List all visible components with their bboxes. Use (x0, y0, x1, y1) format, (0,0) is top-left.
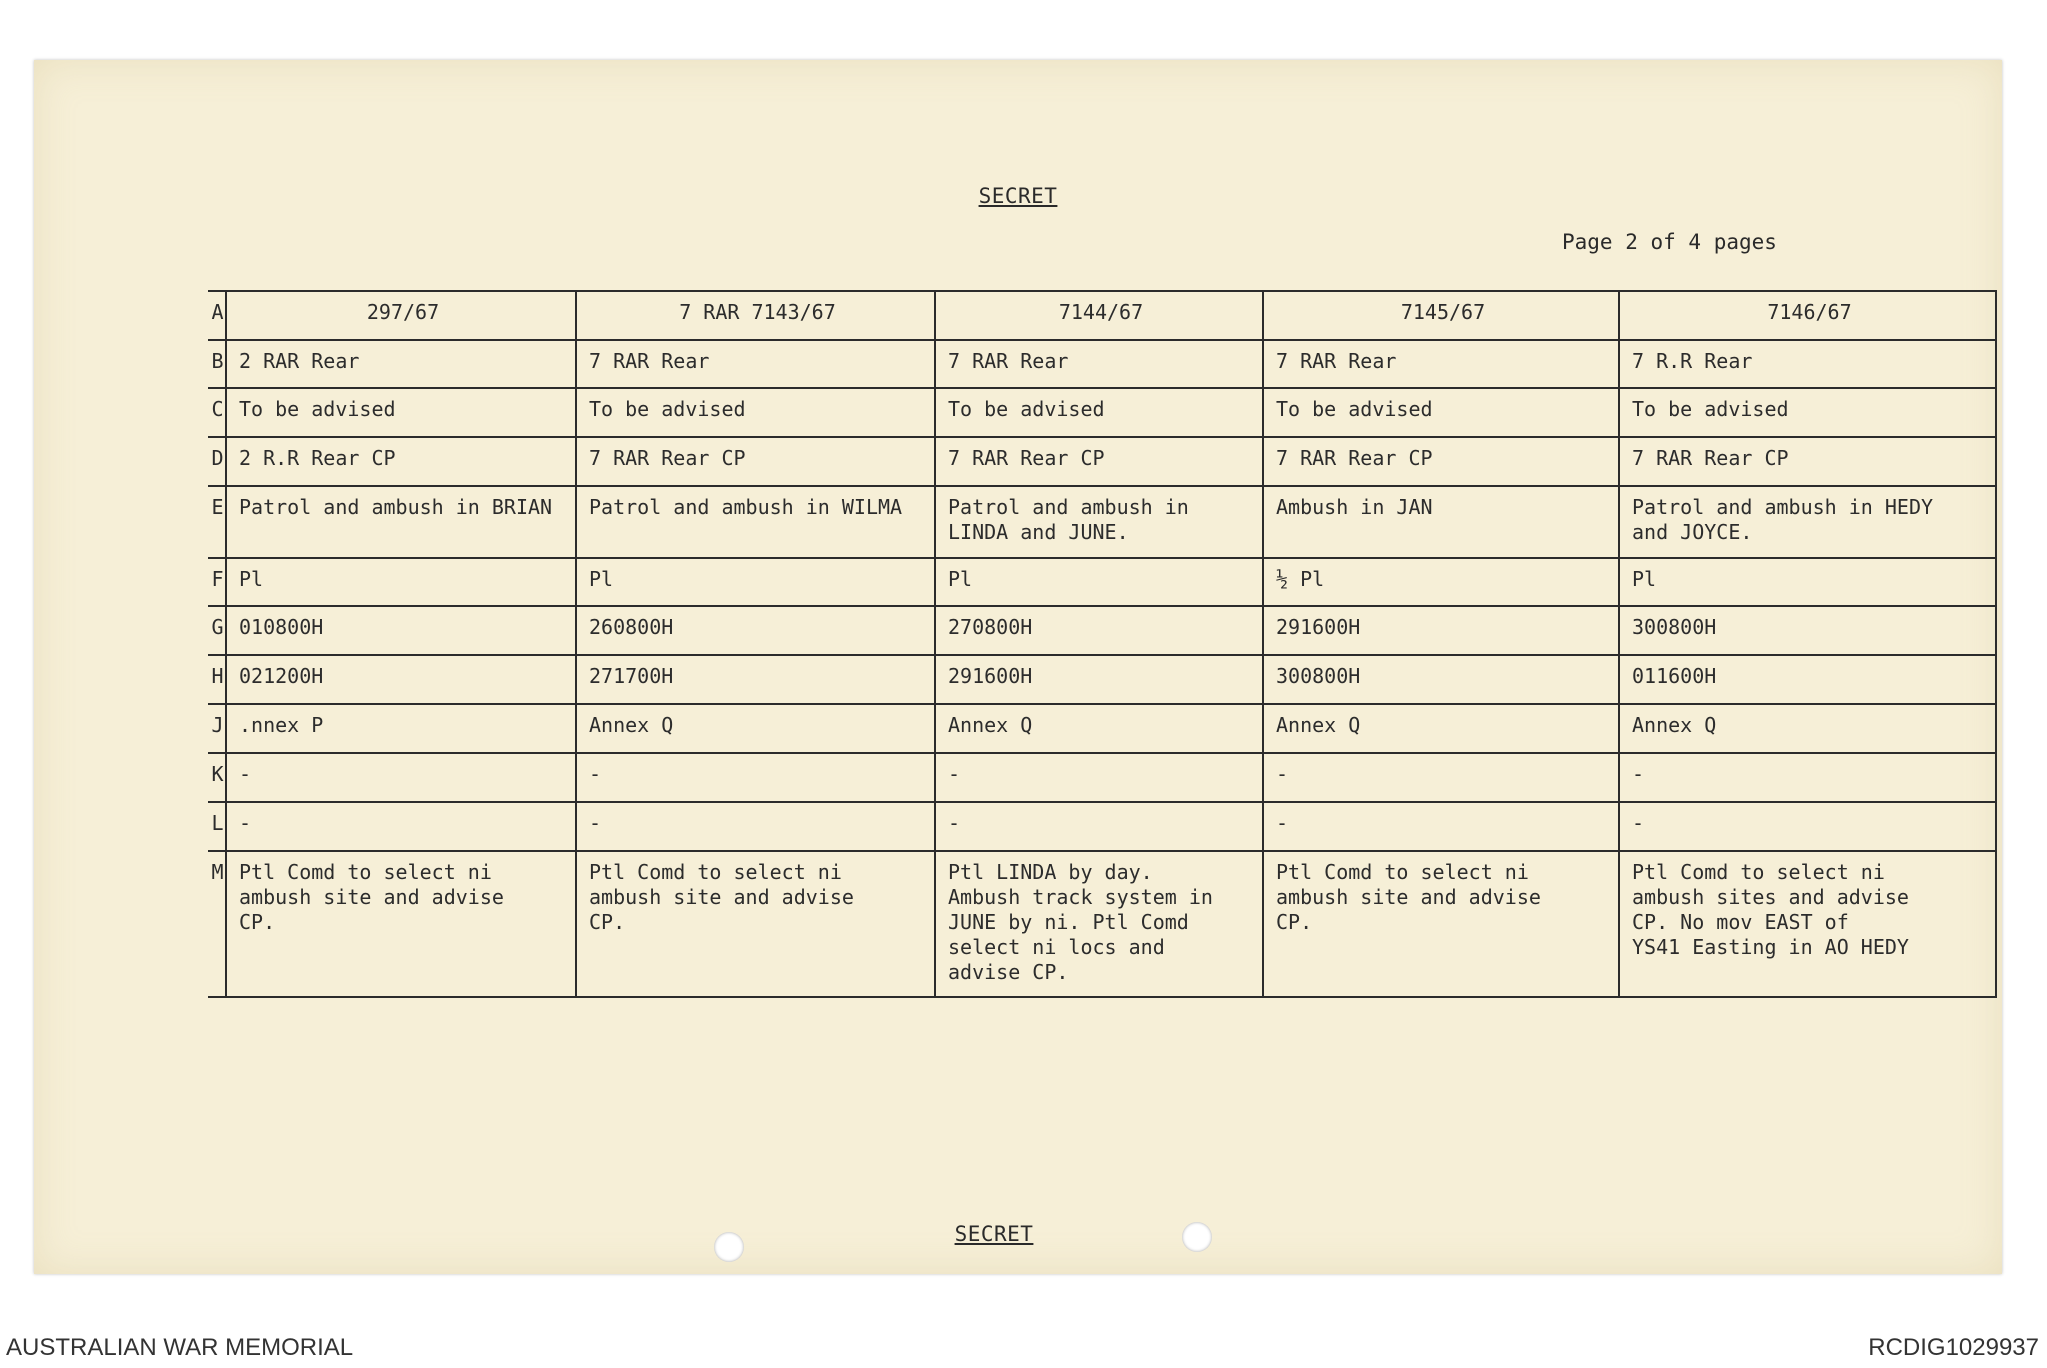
table-cell: 297/67 (226, 291, 576, 340)
archive-id: RCDIG1029937 (1868, 1334, 2039, 1361)
table-cell: 7 RAR Rear CP (576, 437, 935, 486)
table-cell: Annex Q (1619, 704, 1996, 753)
table-cell: Ptl Comd to select ni ambush site and advise CP. (576, 851, 935, 997)
table-row (208, 753, 1996, 802)
table-cell: - (935, 753, 1263, 802)
table-cell: - (226, 802, 576, 851)
row-label: H (208, 655, 226, 704)
table-cell: 021200H (226, 655, 576, 704)
table-cell: Patrol and ambush in BRIAN (226, 486, 576, 558)
row-label: E (208, 486, 226, 558)
table-cell: Annex Q (935, 704, 1263, 753)
table-cell: - (935, 802, 1263, 851)
classification-bottom: SECRET (954, 1222, 1034, 1246)
table-cell: Patrol and ambush in HEDY and JOYCE. (1619, 486, 1996, 558)
table-cell: 260800H (576, 606, 935, 655)
table-cell: Patrol and ambush in LINDA and JUNE. (935, 486, 1263, 558)
table-cell: - (576, 802, 935, 851)
table-cell: - (1263, 802, 1619, 851)
row-label: G (208, 606, 226, 655)
punch-hole (714, 1232, 744, 1262)
row-label: B (208, 340, 226, 388)
row-label: D (208, 437, 226, 486)
table-row (208, 851, 1996, 997)
table-cell: Ptl Comd to select ni ambush site and advise CP. (1263, 851, 1619, 997)
table-cell: 291600H (1263, 606, 1619, 655)
table-cell: To be advised (935, 388, 1263, 437)
table-cell: - (1263, 753, 1619, 802)
document-page (34, 60, 2002, 1274)
table-cell: 300800H (1619, 606, 1996, 655)
table-cell: 7146/67 (1619, 291, 1996, 340)
table-cell: ½ Pl (1263, 558, 1619, 606)
table-cell: 7 RAR Rear CP (935, 437, 1263, 486)
table-cell: 7 RAR Rear CP (1619, 437, 1996, 486)
table-row (208, 802, 1996, 851)
table-row (208, 437, 1996, 486)
table-cell: Annex Q (1263, 704, 1619, 753)
table-row (208, 486, 1996, 558)
table-cell: 2 RAR Rear (226, 340, 576, 388)
page-number: Page 2 of 4 pages (1562, 230, 1777, 254)
table-row (208, 291, 1996, 340)
table-cell: Patrol and ambush in WILMA (576, 486, 935, 558)
table-cell: 7 RAR Rear (576, 340, 935, 388)
row-label: J (208, 704, 226, 753)
table-cell: Pl (576, 558, 935, 606)
archive-credit: AUSTRALIAN WAR MEMORIAL (6, 1334, 354, 1361)
table-row (208, 606, 1996, 655)
table-row (208, 388, 1996, 437)
table-cell: Ambush in JAN (1263, 486, 1619, 558)
table-cell: - (1619, 802, 1996, 851)
table-cell: To be advised (226, 388, 576, 437)
table-row (208, 704, 1996, 753)
punch-hole (1182, 1222, 1212, 1252)
classification-top: SECRET (978, 184, 1058, 208)
table-cell: 270800H (935, 606, 1263, 655)
table-cell: 010800H (226, 606, 576, 655)
table-cell: Ptl Comd to select ni ambush sites and advise CP. No mov EAST of YS41 Easting in AO HEDY (1619, 851, 1996, 997)
table-cell: .nnex P (226, 704, 576, 753)
table-row (208, 655, 1996, 704)
table-cell: 7 RAR 7143/67 (576, 291, 935, 340)
table-cell: To be advised (1619, 388, 1996, 437)
table-cell: 7 R.R Rear (1619, 340, 1996, 388)
table-cell: - (226, 753, 576, 802)
table-row (208, 340, 1996, 388)
table-cell: 7 RAR Rear (935, 340, 1263, 388)
row-label: L (208, 802, 226, 851)
table-cell: To be advised (1263, 388, 1619, 437)
row-label: C (208, 388, 226, 437)
table-cell: 7144/67 (935, 291, 1263, 340)
table-cell: 291600H (935, 655, 1263, 704)
table-cell: Ptl Comd to select ni ambush site and advise CP. (226, 851, 576, 997)
table-row (208, 558, 1996, 606)
table-cell: 2 R.R Rear CP (226, 437, 576, 486)
row-label: F (208, 558, 226, 606)
table-cell: Annex Q (576, 704, 935, 753)
table-cell: Pl (226, 558, 576, 606)
table-cell: 7 RAR Rear (1263, 340, 1619, 388)
orders-table (208, 290, 1997, 998)
table-cell: 7 RAR Rear CP (1263, 437, 1619, 486)
table-cell: 7145/67 (1263, 291, 1619, 340)
table-cell: 300800H (1263, 655, 1619, 704)
table-cell: - (576, 753, 935, 802)
row-label: M (208, 851, 226, 997)
table-cell: 271700H (576, 655, 935, 704)
table-cell: 011600H (1619, 655, 1996, 704)
table-cell: Ptl LINDA by day. Ambush track system in JUNE by ni. Ptl Comd select ni locs and advise CP. (935, 851, 1263, 997)
table-cell: Pl (1619, 558, 1996, 606)
row-label: A (208, 291, 226, 340)
table-cell: Pl (935, 558, 1263, 606)
row-label: K (208, 753, 226, 802)
table-cell: - (1619, 753, 1996, 802)
table-cell: To be advised (576, 388, 935, 437)
